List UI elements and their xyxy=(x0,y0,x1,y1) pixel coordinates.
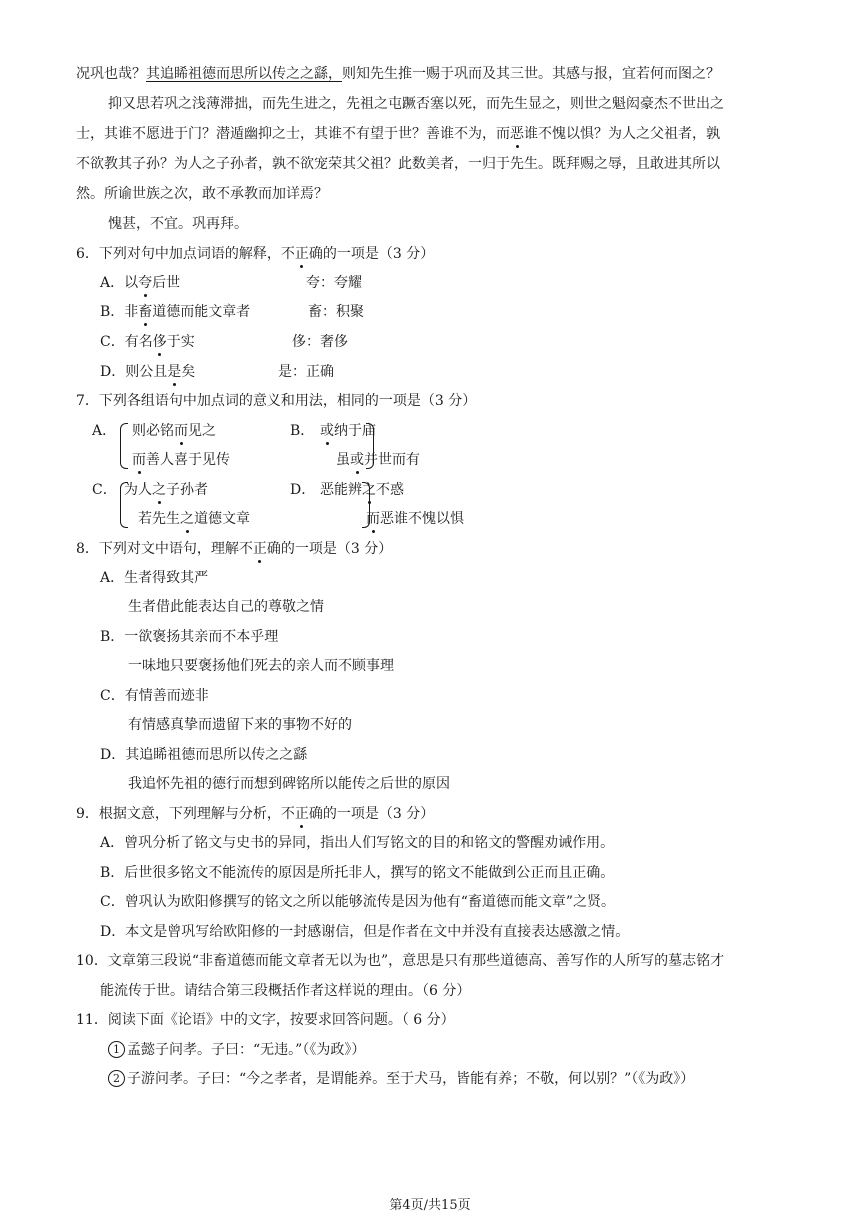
q11-stem: 11．阅读下面《论语》中的文字，按要求回答问题。（ 6 分） xyxy=(76,1012,455,1028)
option-text: 恶能辨 xyxy=(320,482,362,498)
option-text: 若先生 xyxy=(138,511,180,527)
q7-stem: 7．下列各组语句中加点词的意义和用法，相同的一项是（3 分） xyxy=(76,393,477,409)
q8-option-c-expl: 有情感真挚而遗留下来的事物不好的 xyxy=(128,717,352,733)
option-text: 为人 xyxy=(124,482,152,498)
option-text: 不惑 xyxy=(376,482,404,498)
item-text: 子游问孝。子曰：“今之孝者，是谓能养。至于犬马，皆能有养；不敬，何以别？”（《为政》） xyxy=(127,1071,695,1087)
emphasis-not-correct xyxy=(239,539,281,559)
emphasis-text: 不正确 xyxy=(238,541,281,557)
dotted-word: 之 xyxy=(362,482,376,498)
option-letter: B． xyxy=(100,304,125,320)
circled-number-1: 1 xyxy=(108,1041,125,1058)
emphasis-text: 不正确 xyxy=(280,806,323,822)
option-text: 见之 xyxy=(188,423,216,439)
q10-stem-line-2: 能流传于世。请结合第三段概括作者这样说的理由。（6 分） xyxy=(100,983,471,999)
q8-option-a xyxy=(100,568,208,588)
q8-stem xyxy=(76,539,392,559)
item-text: 孟懿子问孝。子曰：“无违。”（《为政》） xyxy=(127,1042,366,1058)
stem-text: 的一项是（3 分） xyxy=(322,246,435,262)
option-letter: C． xyxy=(100,688,125,704)
stem-text: 的一项是（3 分） xyxy=(280,541,393,557)
option-text: 矣 xyxy=(181,364,196,380)
page-footer: 第4页/共15页 xyxy=(389,1198,471,1213)
q7-d-2 xyxy=(366,509,464,529)
option-text: 生者得致其严 xyxy=(124,570,209,586)
passage-line-4: 不欲教其子孙？为人之子孙者，孰不欲宠荣其父祖？此数美者，一归于先生。既拜赐之辱，且敢进其所以 xyxy=(76,156,720,172)
dotted-word: 之 xyxy=(152,482,166,498)
option-text: 道德而能文章者 xyxy=(152,304,251,320)
passage-line-3 xyxy=(76,124,720,144)
option-text: 于实 xyxy=(166,334,195,350)
q9-option-b: B．后世很多铭文不能流传的原因是所托非人，撰写的铭文不能做到公正而且正确。 xyxy=(100,865,615,881)
stem-text: 9．根据文意，下列理解与分析， xyxy=(76,806,281,822)
q8-option-a-expl: 生者借此能表达自己的尊敬之情 xyxy=(128,599,324,615)
passage-text: 则知先生推一赐于巩而及其三世。其感与报，宜若何而图之？ xyxy=(342,66,720,82)
stem-text: 6．下列对句中加点词语的解释， xyxy=(76,246,281,262)
option-text: 后世 xyxy=(152,275,181,291)
circled-number-2: 2 xyxy=(108,1070,125,1087)
q8-option-d xyxy=(100,745,307,765)
brace-a xyxy=(120,423,128,469)
option-text: 善人喜于见传 xyxy=(146,452,230,468)
option-text: 有名 xyxy=(124,334,153,350)
option-text: 其追睎祖德而思所以传之之繇 xyxy=(125,747,308,763)
stem-text: 的一项是（3 分） xyxy=(322,806,435,822)
option-text: 纳于庙 xyxy=(334,423,376,439)
q6-option-b xyxy=(100,302,250,322)
passage-text: 况巩也哉？ xyxy=(76,66,146,82)
option-letter: A． xyxy=(100,275,125,291)
passage-text: 士，其谁不愿进于门？潜遁幽抑之士，其谁不有望于世？善谁不为，而 xyxy=(76,126,510,142)
option-text: 道德文章 xyxy=(194,511,250,527)
option-letter: D． xyxy=(100,364,126,380)
q8-option-b-expl: 一味地只要褒扬他们死去的亲人而不顾事理 xyxy=(128,658,394,674)
q9-stem xyxy=(76,804,434,824)
q11-item-1 xyxy=(108,1040,365,1060)
passage-line-2: 抑又思若巩之浅薄滞拙，而先生进之，先祖之屯蹶否塞以死，而先生显之，则世之魁闳豪杰不世出之 xyxy=(108,96,724,112)
underlined-sentence: 其追睎祖德而思所以传之之繇， xyxy=(146,66,342,82)
q10-stem-line-1: 10．文章第三段说“非畜道德而能文章者无以为也”，意思是只有那些道德高、善写作的人所写的墓志铭才 xyxy=(76,953,725,969)
q6-option-a xyxy=(100,273,180,293)
q6-option-d xyxy=(100,362,195,382)
q7-b-2 xyxy=(336,450,420,470)
q7-option-c-letter: C． xyxy=(92,482,117,498)
passage-line-5: 然。所谕世族之次，敢不承教而加详焉？ xyxy=(76,186,328,202)
option-text: 并世而有 xyxy=(364,452,420,468)
option-text: 虽 xyxy=(336,452,350,468)
emphasis-text: 不正确 xyxy=(280,246,323,262)
q11-item-2 xyxy=(108,1069,694,1089)
dotted-word: 或 xyxy=(320,423,334,439)
q6-option-b-expl: 畜：积聚 xyxy=(308,304,364,320)
stem-text: 8．下列对文中语句，理解 xyxy=(76,541,239,557)
q7-option-d-letter: D． xyxy=(290,482,316,498)
q8-option-d-expl: 我追怀先祖的德行而想到碑铭所以能传之后世的原因 xyxy=(128,776,450,792)
option-text: 则公且 xyxy=(125,364,168,380)
dotted-word: 畜 xyxy=(138,304,153,320)
q7-option-a-letter: A． xyxy=(92,423,117,439)
option-letter: C． xyxy=(100,334,125,350)
option-letter: D． xyxy=(100,747,126,763)
option-text: 以 xyxy=(124,275,139,291)
q7-option-b-letter: B． xyxy=(290,423,315,439)
dotted-word: 之 xyxy=(180,511,194,527)
dotted-word: 或 xyxy=(350,452,364,468)
q7-c-2 xyxy=(138,509,250,529)
dotted-word: 恶 xyxy=(510,126,524,142)
q8-option-c xyxy=(100,686,209,706)
dotted-word: 夸 xyxy=(138,275,153,291)
dotted-word: 是 xyxy=(167,364,182,380)
dotted-word: 而 xyxy=(366,511,380,527)
option-text: 有情善而迹非 xyxy=(124,688,209,704)
option-text: 一欲褒扬其亲而不本乎理 xyxy=(124,629,279,645)
q6-option-a-expl: 夸：夸耀 xyxy=(306,275,362,291)
q9-option-d: D．本文是曾巩写给欧阳修的一封感谢信，但是作者在文中并没有直接表达感激之情。 xyxy=(100,924,630,940)
q6-option-c-expl: 侈：奢侈 xyxy=(292,334,348,350)
passage-line-1 xyxy=(76,64,720,84)
q9-option-c: C．曾巩认为欧阳修撰写的铭文之所以能够流传是因为他有“畜道德而能文章”之贤。 xyxy=(100,894,616,910)
q6-stem xyxy=(76,244,434,264)
emphasis-not-correct xyxy=(281,804,323,824)
dotted-word: 而 xyxy=(132,452,146,468)
dotted-word: 而 xyxy=(174,423,188,439)
option-text: 则必铭 xyxy=(132,423,174,439)
option-letter: A． xyxy=(100,570,125,586)
passage-closing: 愧甚，不宜。巩再拜。 xyxy=(108,216,248,232)
passage-text: 谁不愧以惧？为人之父祖者，孰 xyxy=(524,126,720,142)
q8-option-b xyxy=(100,627,278,647)
emphasis-not-correct xyxy=(281,244,323,264)
q6-option-d-expl: 是：正确 xyxy=(278,364,334,380)
dotted-word: 侈 xyxy=(152,334,167,350)
q6-option-c xyxy=(100,332,195,352)
q7-c-1 xyxy=(124,480,208,500)
option-text: 子孙者 xyxy=(166,482,208,498)
option-letter: B． xyxy=(100,629,125,645)
option-text: 非 xyxy=(124,304,139,320)
q7-a-1 xyxy=(132,421,216,441)
q7-a-2 xyxy=(132,450,230,470)
q9-option-a: A．曾巩分析了铭文与史书的异同，指出人们写铭文的目的和铭文的警醒劝诫作用。 xyxy=(100,835,615,851)
option-text: 恶谁不愧以惧 xyxy=(380,511,464,527)
